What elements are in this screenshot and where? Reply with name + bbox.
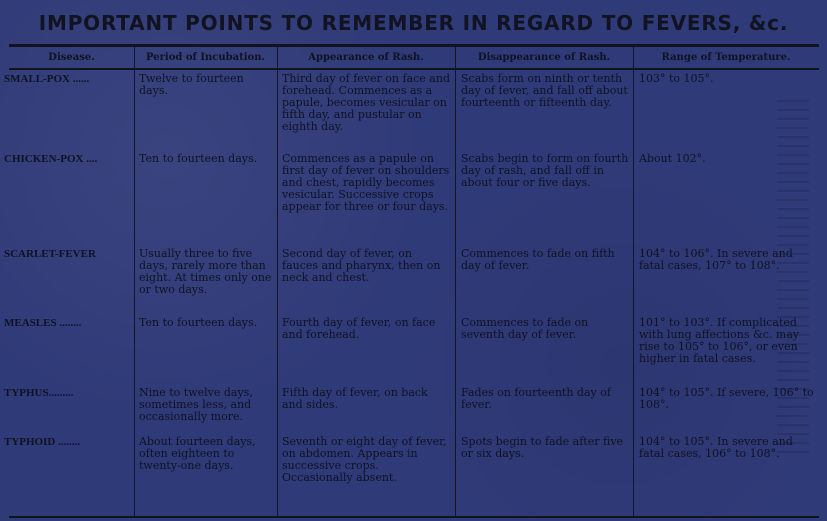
- header-incubation: Period of Incubation.: [146, 52, 265, 63]
- appearance-cell: Commences as a papule on first day of fever on shoulders and chest, rapidly becomes vesicular. Successive crops appear for three or four days.: [282, 153, 450, 213]
- column-divider: [633, 47, 634, 516]
- appearance-cell: Seventh or eight day of fever, on abdomen. Appears in successive crops. Occasionally absent.: [282, 436, 447, 484]
- column-divider: [277, 47, 278, 516]
- appearance-cell: Second day of fever, on fauces and pharynx, then on neck and chest.: [282, 248, 441, 284]
- incubation-cell: Twelve to fourteen days.: [139, 73, 244, 97]
- appearance-cell: Fourth day of fever, on face and forehead.: [282, 317, 436, 341]
- column-divider: [134, 47, 135, 516]
- disappearance-cell: Commences to fade on seventh day of fever.: [461, 317, 589, 341]
- disappearance-cell: Scabs form on ninth or tenth day of fever, and fall off about fourteenth or fifteenth day.: [461, 73, 628, 109]
- header-temperature: Range of Temperature.: [661, 52, 791, 63]
- incubation-cell: Ten to fourteen days.: [139, 317, 258, 329]
- disappearance-cell: Commences to fade on fifth day of fever.: [461, 248, 615, 272]
- disappearance-cell: Fades on fourteenth day of fever.: [461, 387, 611, 411]
- header-appearance: Appearance of Rash.: [308, 52, 424, 63]
- column-divider: [455, 47, 456, 516]
- disease-cell: SCARLET-FEVER: [4, 248, 96, 260]
- header-disappearance: Disappearance of Rash.: [477, 52, 611, 63]
- top-rule: [9, 44, 819, 47]
- incubation-cell: Nine to twelve days, sometimes less, and occasionally more.: [139, 387, 253, 423]
- disease-cell: CHICKEN-POX ....: [4, 153, 98, 165]
- incubation-cell: Ten to fourteen days.: [139, 153, 258, 165]
- temperature-cell: 104° to 106°. In severe and fatal cases, 107° to 108°.: [639, 248, 793, 272]
- page-title: IMPORTANT POINTS TO REMEMBER IN REGARD TO FEVERS, &c.: [38, 11, 789, 35]
- appearance-cell: Fifth day of fever, on back and sides.: [282, 387, 428, 411]
- header-disease: Disease.: [48, 52, 95, 63]
- print-texture: [777, 100, 809, 460]
- temperature-cell: 104° to 105°. If severe, 106° to 108°.: [639, 387, 814, 411]
- disease-cell: TYPHUS.........: [4, 387, 74, 399]
- temperature-cell: About 102°.: [639, 153, 706, 165]
- disease-cell: MEASLES ........: [4, 317, 82, 329]
- header-bottom-rule: [9, 68, 819, 70]
- appearance-cell: Third day of fever on face and forehead. Commences as a papule, becomes vesicular on fifth day, and pustular on eighth day.: [282, 73, 450, 133]
- temperature-cell: 101° to 103°. If complicated with lung affections &c. may rise to 105° to 106°, or even higher in fatal cases.: [639, 317, 800, 365]
- disappearance-cell: Spots begin to fade after five or six days.: [461, 436, 624, 460]
- temperature-cell: 104° to 105°. In severe and fatal cases, 106° to 108°.: [639, 436, 793, 460]
- temperature-cell: 103° to 105°.: [639, 73, 714, 85]
- bottom-rule: [9, 516, 819, 518]
- disease-cell: TYPHOID ........: [4, 436, 81, 448]
- incubation-cell: Usually three to five days, rarely more than eight. At times only one or two days.: [139, 248, 272, 296]
- disappearance-cell: Scabs begin to form on fourth day of rash, and fall off in about four or five days.: [461, 153, 629, 189]
- disease-cell: SMALL-POX ......: [4, 73, 90, 85]
- incubation-cell: About fourteen days, often eighteen to twenty-one days.: [139, 436, 256, 472]
